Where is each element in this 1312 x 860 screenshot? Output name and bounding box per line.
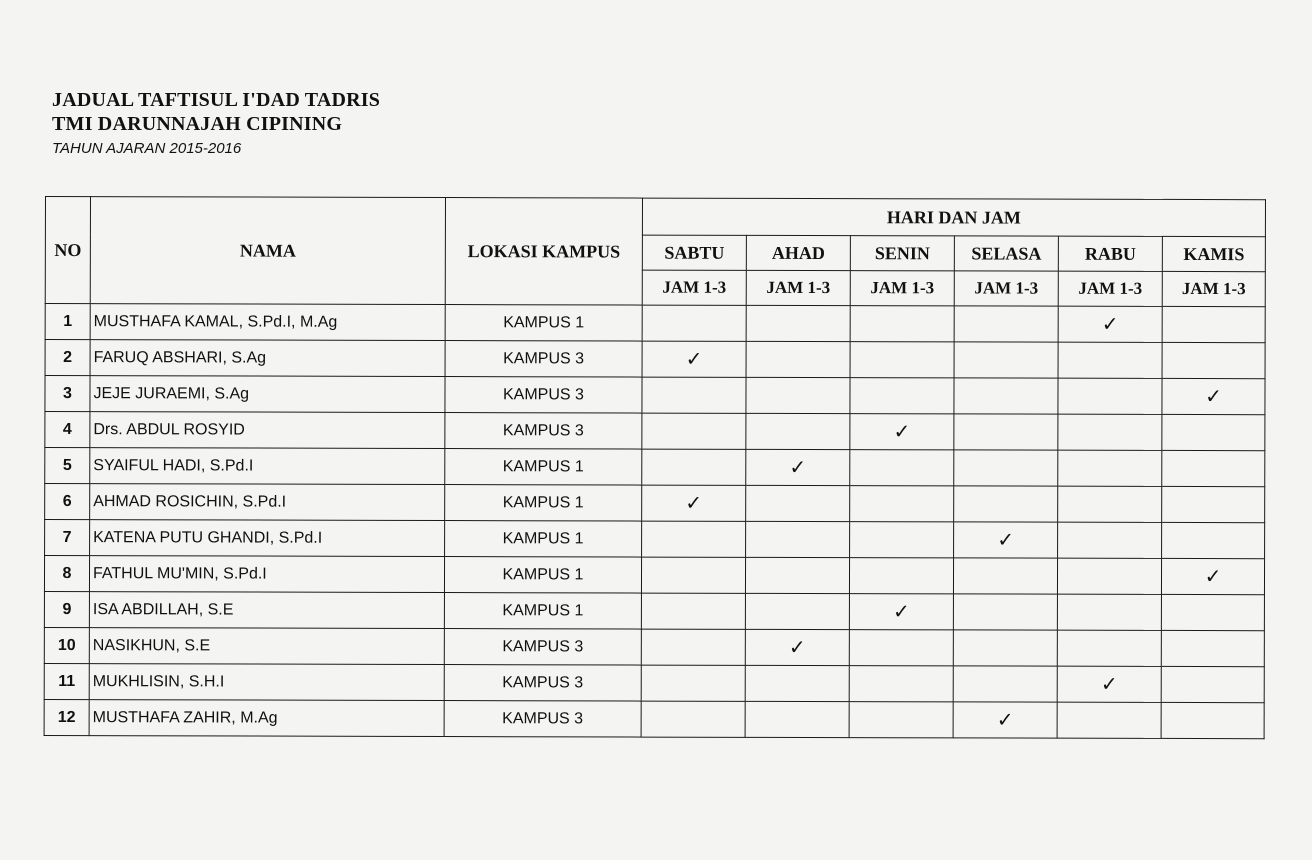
row-lokasi: KAMPUS 1 [445,485,642,522]
row-number: 3 [45,376,90,412]
cell-rabu [1057,594,1161,630]
cell-ahad [746,377,850,413]
row-lokasi: KAMPUS 1 [445,449,642,486]
cell-ahad [746,485,850,521]
check-mark-icon: ✓ [685,348,703,371]
cell-ahad [745,557,849,593]
cell-rabu [1058,378,1162,414]
cell-selasa [954,342,1058,378]
check-mark-icon: ✓ [892,601,910,624]
row-lokasi: KAMPUS 3 [444,665,641,702]
row-number: 5 [45,448,90,484]
row-lokasi: KAMPUS 3 [445,341,642,378]
header-no: NO [45,197,90,304]
cell-ahad [746,341,850,377]
cell-selasa [954,486,1058,522]
cell-ahad [746,305,850,341]
cell-kamis [1162,486,1265,522]
header-hari-dan-jam: HARI DAN JAM [642,198,1265,237]
header-day-selasa: SELASA [954,236,1058,271]
header-jam-selasa: JAM 1-3 [954,271,1058,306]
header-jam-sabtu: JAM 1-3 [642,270,746,305]
cell-sabtu [641,629,745,665]
header-day-rabu: RABU [1058,236,1162,271]
document-subtitle: TAHUN AJARAN 2015-2016 [52,140,242,157]
row-lokasi: KAMPUS 1 [445,521,642,558]
check-mark-icon: ✓ [1101,313,1119,336]
cell-rabu [1058,486,1162,522]
check-mark-icon: ✓ [1204,566,1222,589]
cell-rabu [1058,414,1162,450]
row-number: 6 [45,484,90,520]
cell-selasa [953,630,1057,666]
cell-rabu [1058,450,1162,486]
cell-selasa [954,450,1058,486]
cell-ahad [746,413,850,449]
cell-sabtu [642,485,746,521]
document-title-line2: TMI DARUNNAJAH CIPINING [52,113,343,135]
table-row [44,556,1264,595]
cell-rabu [1058,522,1162,558]
cell-ahad [745,629,849,665]
header-jam-senin: JAM 1-3 [850,271,954,306]
row-lokasi: KAMPUS 3 [444,629,641,666]
row-nama: SYAIFUL HADI, S.Pd.I [90,448,445,485]
cell-rabu [1057,666,1161,702]
check-mark-icon: ✓ [788,636,806,659]
header-day-senin: SENIN [850,236,954,271]
cell-senin [849,630,953,666]
cell-ahad [746,521,850,557]
check-mark-icon: ✓ [1100,673,1118,696]
cell-sabtu [641,665,745,701]
table-row [45,448,1265,487]
cell-selasa [954,522,1058,558]
cell-sabtu [642,305,746,341]
cell-ahad [746,449,850,485]
schedule-table [44,196,1266,739]
cell-senin [850,450,954,486]
header-day-kamis: KAMIS [1162,236,1265,271]
row-lokasi: KAMPUS 3 [445,377,642,414]
row-number: 12 [44,699,89,735]
check-mark-icon: ✓ [789,456,807,479]
row-nama: Drs. ABDUL ROSYID [90,412,445,449]
check-mark-icon: ✓ [997,529,1015,552]
cell-sabtu [642,377,746,413]
row-nama: ISA ABDILLAH, S.E [89,592,444,629]
cell-selasa [954,414,1058,450]
cell-selasa [953,666,1057,702]
cell-kamis [1162,306,1265,342]
row-number: 2 [45,340,90,376]
row-number: 9 [44,591,89,627]
header-jam-kamis: JAM 1-3 [1162,271,1265,306]
cell-sabtu [641,701,745,737]
cell-rabu [1058,306,1162,342]
cell-selasa [953,558,1057,594]
cell-senin [850,486,954,522]
cell-ahad [745,701,849,737]
table-row [44,699,1264,738]
row-lokasi: KAMPUS 3 [445,413,642,450]
header-lokasi: LOKASI KAMPUS [445,198,642,306]
table-row [44,627,1264,666]
table-row [45,304,1265,343]
row-nama: JEJE JURAEMI, S.Ag [90,376,445,413]
row-nama: NASIKHUN, S.E [89,628,444,665]
header-nama: NAMA [90,197,445,305]
table-body [44,304,1265,739]
cell-kamis [1162,342,1265,378]
cell-senin [850,306,954,342]
cell-kamis [1161,594,1264,630]
cell-sabtu [642,341,746,377]
table-row [45,340,1265,379]
row-nama: AHMAD ROSICHIN, S.Pd.I [90,484,445,521]
cell-sabtu [642,413,746,449]
row-nama: MUSTHAFA KAMAL, S.Pd.I, M.Ag [90,304,445,341]
table-head [45,197,1265,307]
row-lokasi: KAMPUS 1 [444,593,641,630]
cell-selasa [954,306,1058,342]
header-day-ahad: AHAD [746,235,850,270]
row-number: 10 [44,627,89,663]
check-mark-icon: ✓ [1205,386,1222,409]
table-row [44,663,1264,702]
header-jam-rabu: JAM 1-3 [1058,271,1162,306]
cell-sabtu [642,521,746,557]
cell-ahad [745,665,849,701]
cell-kamis [1162,522,1265,558]
cell-selasa [954,378,1058,414]
cell-kamis [1162,414,1265,450]
row-nama: MUSTHAFA ZAHIR, M.Ag [89,700,444,737]
cell-rabu [1058,342,1162,378]
check-mark-icon: ✓ [685,492,703,515]
row-number: 1 [45,304,90,340]
table-row [45,484,1265,523]
cell-kamis [1161,666,1264,702]
cell-senin [850,522,954,558]
row-lokasi: KAMPUS 1 [445,305,642,342]
table-row [45,520,1265,559]
table-row [44,591,1264,630]
cell-kamis [1161,630,1264,666]
cell-rabu [1057,558,1161,594]
cell-senin [849,558,953,594]
cell-kamis [1162,378,1265,414]
header-day-sabtu: SABTU [642,235,746,270]
row-number: 11 [44,663,89,699]
cell-senin [850,342,954,378]
cell-ahad [745,593,849,629]
cell-kamis [1162,450,1265,486]
row-lokasi: KAMPUS 3 [444,701,641,738]
cell-senin [849,666,953,702]
cell-sabtu [642,449,746,485]
document-title-line1: JADUAL TAFTISUL I'DAD TADRIS [52,89,381,111]
cell-selasa [953,594,1057,630]
cell-senin [849,594,953,630]
row-number: 8 [44,556,89,592]
check-mark-icon: ✓ [996,709,1014,732]
table-row [45,412,1265,451]
cell-rabu [1057,702,1161,738]
cell-sabtu [641,557,745,593]
cell-selasa [953,702,1057,738]
row-nama: MUKHLISIN, S.H.I [89,664,444,701]
cell-senin [850,414,954,450]
row-lokasi: KAMPUS 1 [444,557,641,594]
document-header [52,88,380,160]
cell-sabtu [641,593,745,629]
cell-kamis [1161,558,1264,594]
row-nama: FARUQ ABSHARI, S.Ag [90,340,445,377]
cell-kamis [1161,702,1264,738]
row-nama: FATHUL MU'MIN, S.Pd.I [89,556,444,593]
header-jam-ahad: JAM 1-3 [746,270,850,305]
check-mark-icon: ✓ [893,421,911,444]
cell-senin [850,378,954,414]
row-number: 4 [45,412,90,448]
row-number: 7 [45,520,90,556]
row-nama: KATENA PUTU GHANDI, S.Pd.I [90,520,445,557]
cell-senin [849,702,953,738]
cell-rabu [1057,630,1161,666]
table-row [45,376,1265,415]
